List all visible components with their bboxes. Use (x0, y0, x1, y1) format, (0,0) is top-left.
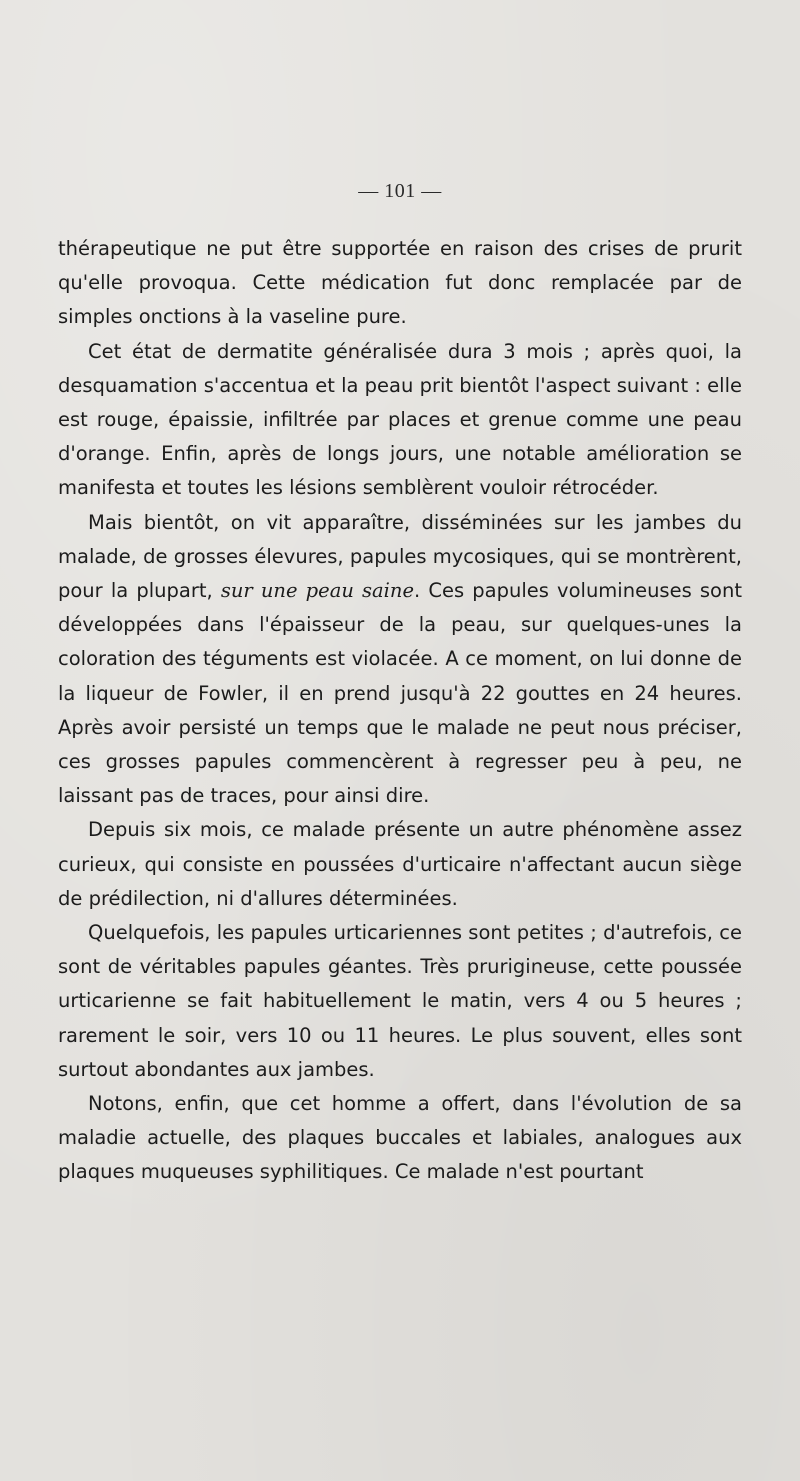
page-number: — 101 — (358, 180, 442, 202)
body-text (58, 232, 742, 1190)
paragraph (58, 506, 742, 814)
paragraph: thérapeutique ne put être supportée en raison des crises de prurit qu'elle provoqua. Cette médication fut donc remplacée par de simples onctions à la vaseline pure. (58, 237, 742, 329)
paragraph: Notons, enfin, que cet homme a offert, dans l'évolution de sa maladie actuelle, des plaques buccales et labiales, analogues aux plaques muqueuses syphilitiques. Ce malade n'est pourtant (58, 1092, 742, 1184)
paragraph-text: . Ces papules volumineuses sont développées dans l'épaisseur de la peau, sur quelques-unes la coloration des téguments est violacée. A ce moment, on lui donne de la liqueur de Fowler, il en prend jusqu'à 22 gouttes en 24 heures. Après avoir persisté un temps que le malade ne peut nous préciser, ces grosses papules commencèrent à regresser peu à peu, ne laissant pas de traces, pour ainsi dire. (58, 579, 742, 808)
italic-emphasis: sur une peau saine (220, 579, 415, 603)
paragraph-text: Mais bientôt, on vit apparaître, disséminées sur les jambes du malade, de grosses élevures, papules mycosiques, qui se montrèrent, pour la plupart, (58, 510, 742, 603)
paragraph: Depuis six mois, ce malade présente un autre phénomène assez curieux, qui consiste en poussées d'urticaire n'affectant aucun siège de prédilection, ni d'allures déterminées. (58, 818, 742, 910)
paragraph: Cet état de dermatite généralisée dura 3 mois ; après quoi, la desquamation s'accentua et la peau prit bientôt l'aspect suivant : elle est rouge, épaissie, infiltrée par places et grenue comme une peau d'orange. Enfin, après de longs jours, une notable amélioration se manifesta et toutes les lésions semblèrent vouloir rétrocéder. (58, 339, 742, 500)
paragraph: Quelquefois, les papules urticariennes sont petites ; d'autrefois, ce sont de véritables papules géantes. Très prurigineuse, cette poussée urticarienne se fait habituellement le matin, vers 4 ou 5 heures ; rarement le soir, vers 10 ou 11 heures. Le plus souvent, elles sont surtout abondantes aux jambes. (58, 921, 742, 1081)
